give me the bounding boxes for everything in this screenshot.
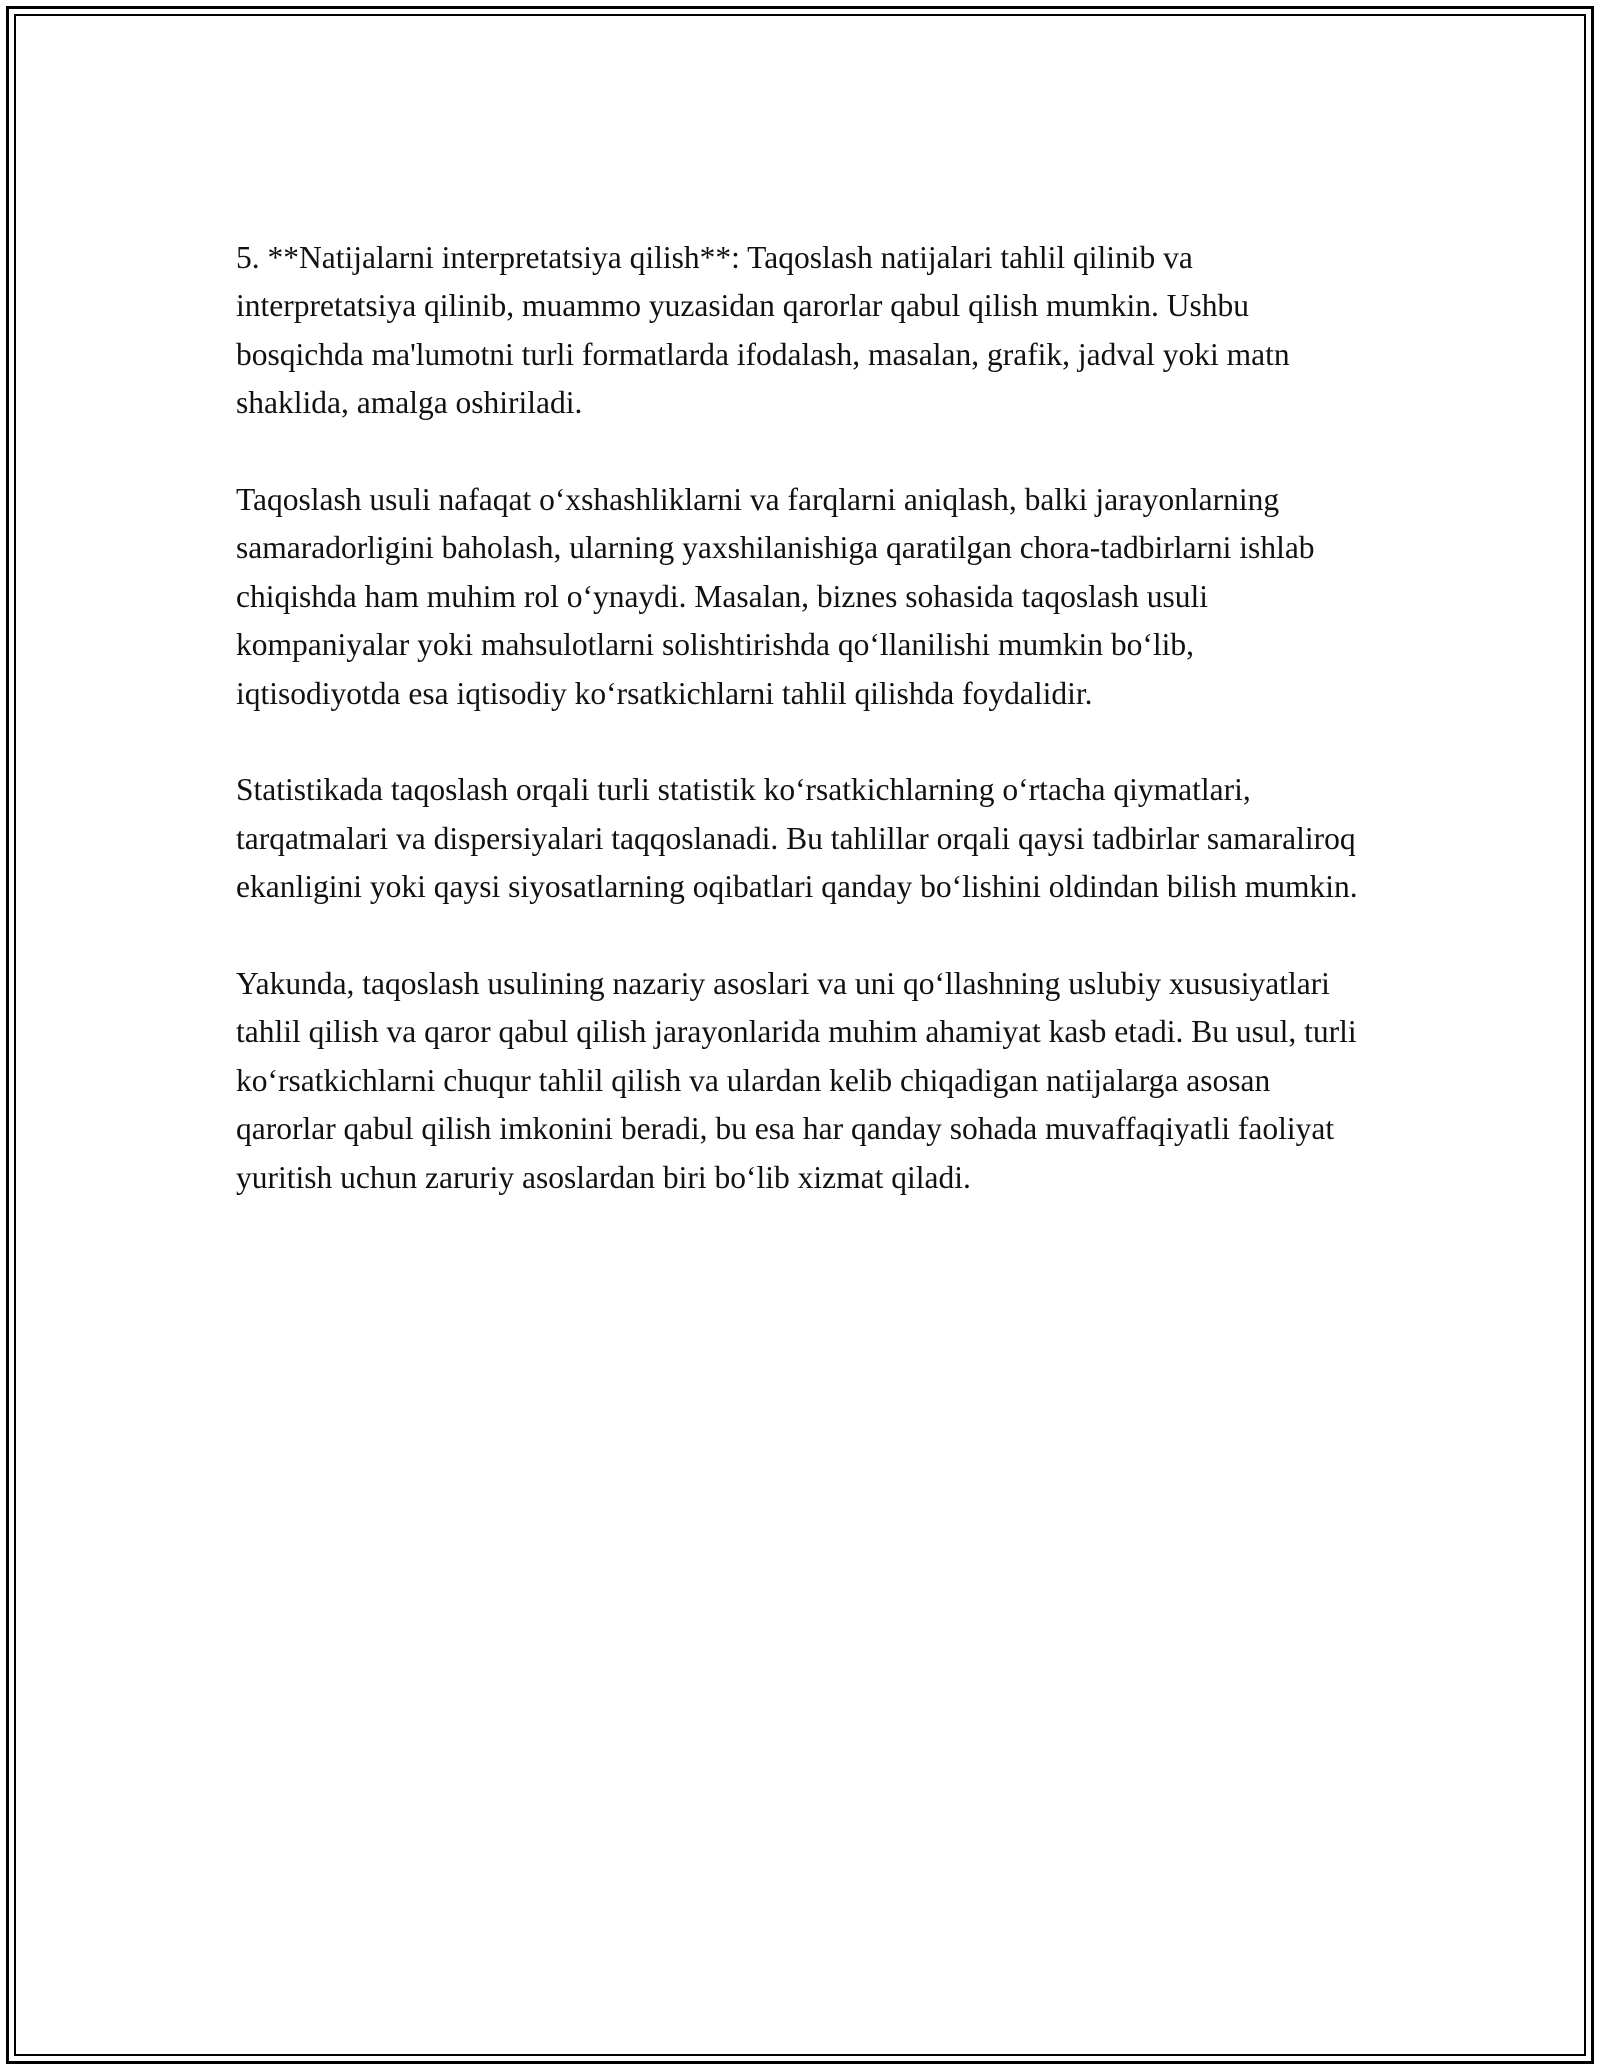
- paragraph-statistics: Statistikada taqoslash orqali turli statistik ko‘rsatkichlarning o‘rtacha qiymatlari, tarqatmalari va dispersiyalari taqqoslanadi. Bu tahlillar orqali qaysi tadbirlar samaraliroq ekanligini yoki qaysi siyosatlarning oqibatlari qanday bo‘lishini oldindan bilish mumkin.: [236, 772, 1358, 905]
- document-body: [236, 234, 1366, 1250]
- paragraph-comparison-method: Taqoslash usuli nafaqat o‘xshashliklarni va farqlarni aniqlash, balki jarayonlarning samaradorligini baholash, ularning yaxshilanishiga qaratilgan chora-tadbirlarni ishlab chiqishda ham muhim rol o‘ynaydi. Masalan, biznes sohasida taqoslash usuli kompaniyalar yoki mahsulotlarni solishtirishda qo‘llanilishi mumkin bo‘lib, iqtisodiyotda esa iqtisodiy ko‘rsatkichlarni tahlil qilishda foydalidir.: [236, 482, 1315, 711]
- paragraph-interpretation-step: 5. **Natijalarni interpretatsiya qilish**: Taqoslash natijalari tahlil qilinib va interpretatsiya qilinib, muammo yuzasidan qarorlar qabul qilish mumkin. Ushbu bosqichda ma'lumotni turli formatlarda ifodalash, masalan, grafik, jadval yoki matn shaklida, amalga oshiriladi.: [236, 240, 1290, 421]
- paragraph-conclusion: Yakunda, taqoslash usulining nazariy asoslari va uni qo‘llashning uslubiy xususiyatlari tahlil qilish va qaror qabul qilish jarayonlarida muhim ahamiyat kasb etadi. Bu usul, turli ko‘rsatkichlarni chuqur tahlil qilish va ulardan kelib chiqadigan natijalarga asosan qarorlar qabul qilish imkonini beradi, bu esa har qanday sohada muvaffaqiyatli faoliyat yuritish uchun zaruriy asoslardan biri bo‘lib xizmat qiladi.: [236, 966, 1357, 1195]
